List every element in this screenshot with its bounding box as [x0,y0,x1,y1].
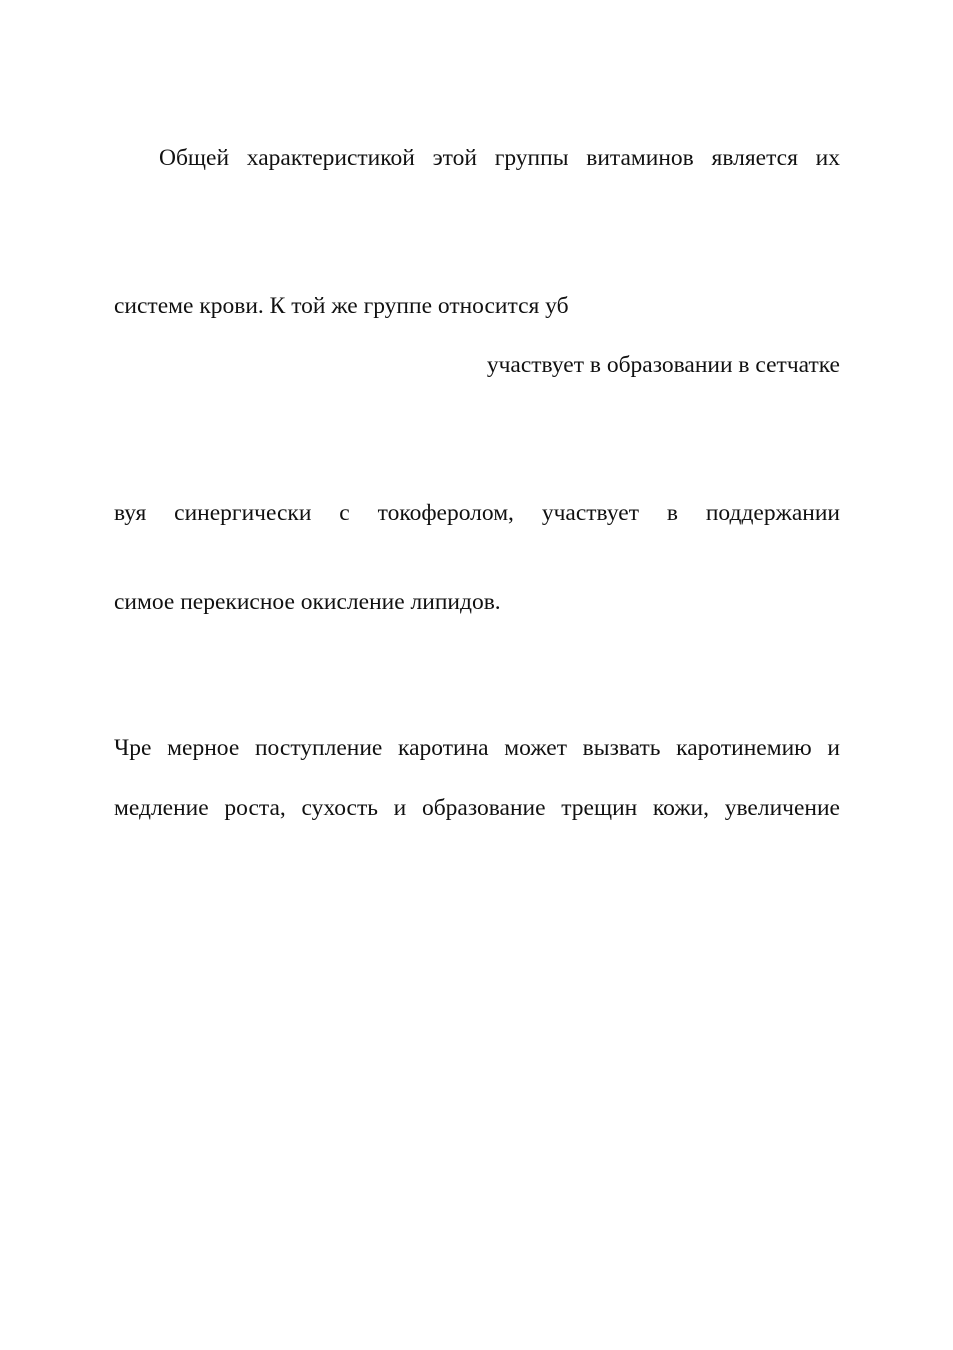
text-line-7: медление роста, сухость и образование трещин кожи, увеличение [114,795,840,821]
text-line-6: Чре мерное поступление каротина может вызвать каротинемию и [114,735,840,761]
text-line-3: участвует в образовании в сетчатке [486,352,840,378]
text-line-4: вуя синергически с токоферолом, участвует в поддержании [114,500,840,526]
text-line-2: системе крови. К той же группе относится уб [114,293,569,319]
text-line-1: Общей характеристикой этой группы витаминов является их [159,145,840,171]
text-line-5: симое перекисное окисление липидов. [114,589,501,615]
